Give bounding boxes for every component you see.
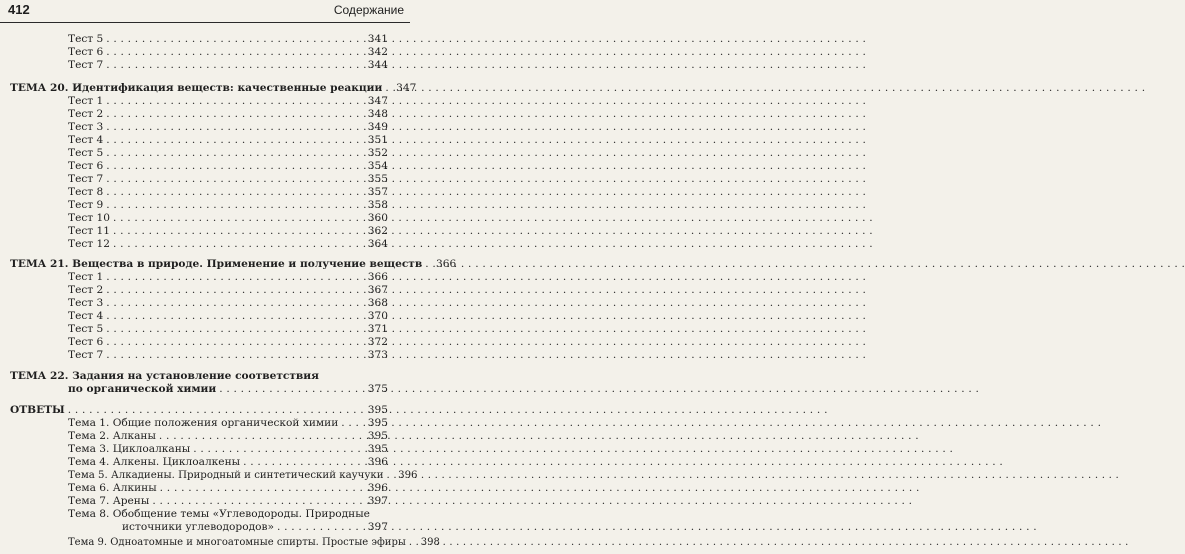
toc-topic-title: ТЕМА 20. Идентификация веществ: качественные реакции	[10, 82, 383, 94]
toc-entry-label: Тест 2	[68, 284, 104, 296]
toc-entry-page: 352	[367, 147, 388, 159]
toc-topic-page: 366	[436, 258, 457, 270]
toc-entry[interactable]	[68, 310, 388, 323]
dot-leader	[243, 456, 363, 469]
toc-entry[interactable]	[68, 495, 388, 508]
dot-leader	[106, 33, 363, 46]
toc-entry[interactable]	[68, 173, 388, 186]
dot-leader	[113, 225, 363, 238]
toc-entry-page: 341	[367, 33, 388, 45]
toc-entry-page: 396	[398, 470, 418, 481]
toc-entry-page: 364	[367, 238, 388, 250]
dot-leader	[106, 134, 363, 147]
toc-topic-title-line1: ТЕМА 22. Задания на установление соответствия	[10, 370, 319, 382]
toc-entry-label: Тема 5. Алкадиены. Природный и синтетический каучуки	[68, 470, 384, 481]
toc-answers-page: 395	[367, 404, 388, 416]
dot-leader	[387, 469, 393, 482]
toc-entry[interactable]	[68, 46, 388, 59]
toc-entry-label: Тема 3. Циклоалканы	[68, 443, 191, 455]
toc-entry[interactable]	[68, 469, 418, 482]
toc-entry[interactable]	[68, 271, 388, 284]
toc-entry[interactable]	[68, 108, 388, 121]
toc-entry-page: 360	[367, 212, 388, 224]
toc-answers-title: ОТВЕТЫ	[10, 404, 65, 416]
dot-leader	[106, 173, 363, 186]
toc-entry-page: 396	[367, 456, 388, 468]
toc-entry-label: Тест 5	[68, 147, 104, 159]
toc-entry-label: Тест 8	[68, 186, 104, 198]
dot-leader	[219, 383, 363, 396]
toc-entry[interactable]	[68, 95, 388, 108]
page-number: 412	[8, 2, 30, 17]
dot-leader	[106, 284, 363, 297]
dot-leader	[152, 495, 363, 508]
toc-entry-page: 366	[367, 271, 388, 283]
toc-entry-label: Тест 5	[68, 323, 104, 335]
dot-leader	[106, 297, 363, 310]
toc-entry[interactable]	[68, 482, 388, 495]
toc-entry-label: Тест 2	[68, 108, 104, 120]
toc-entry-label: Тест 1	[68, 95, 104, 107]
toc-entry-label: Тест 6	[68, 336, 104, 348]
toc-entry-page: 368	[367, 297, 388, 309]
toc-entry-page: 349	[367, 121, 388, 133]
toc-entry-page: 398	[420, 537, 440, 548]
toc-entry-label: Тема 4. Алкены. Циклоалкены	[68, 456, 241, 468]
dot-leader	[341, 417, 363, 430]
toc-entry-page: 395	[367, 430, 388, 442]
toc-answers-heading[interactable]	[10, 404, 388, 417]
toc-entry[interactable]	[68, 147, 388, 160]
toc-entry-label: Тест 6	[68, 160, 104, 172]
dot-leader	[113, 212, 363, 225]
toc-entry-page: 354	[367, 160, 388, 172]
toc-topic-heading[interactable]	[68, 383, 388, 396]
toc-entry-page: 370	[367, 310, 388, 322]
toc-entry[interactable]	[68, 121, 388, 134]
toc-entry-page: 344	[367, 59, 388, 71]
toc-entry[interactable]	[68, 238, 388, 251]
toc-entry-page: 395	[367, 417, 388, 429]
toc-entry[interactable]	[68, 225, 388, 238]
toc-topic-heading[interactable]	[10, 258, 457, 271]
toc-topic-page: 375	[367, 383, 388, 395]
toc-entry[interactable]	[68, 297, 388, 310]
toc-entry-label: Тема 7. Арены	[68, 495, 150, 507]
dot-leader	[106, 46, 363, 59]
toc-entry-label: Тест 3	[68, 121, 104, 133]
dot-leader	[68, 404, 363, 417]
toc-entry-page: 351	[367, 134, 388, 146]
dot-leader	[106, 160, 363, 173]
toc-entry-label-line1: Тема 8. Обобщение темы «Углеводороды. Природные	[68, 508, 370, 520]
dot-leader	[106, 323, 363, 336]
toc-entry-label: Тест 11	[68, 225, 110, 237]
dot-leader	[425, 258, 431, 271]
dot-leader	[106, 108, 363, 121]
toc-entry-label: Тема 1. Общие положения органической химии	[68, 417, 339, 429]
toc-entry[interactable]	[122, 521, 388, 534]
toc-entry-page: 362	[367, 225, 388, 237]
toc-entry-label-line2: источники углеводородов»	[122, 521, 274, 533]
toc-entry[interactable]	[68, 456, 388, 469]
toc-entry-page: 397	[367, 521, 388, 533]
toc-topic-title: ТЕМА 21. Вещества в природе. Применение и получение веществ	[10, 258, 423, 270]
dot-leader	[106, 186, 363, 199]
toc-entry-label: Тема 6. Алкины	[68, 482, 157, 494]
dot-leader	[113, 238, 363, 251]
toc-topic-title-line2: по органической химии	[68, 383, 217, 395]
dot-leader	[106, 349, 363, 362]
dot-leader	[106, 310, 363, 323]
toc-entry-page: 355	[367, 173, 388, 185]
toc-entry-page: 396	[367, 482, 388, 494]
toc-entry-label: Тест 7	[68, 173, 104, 185]
toc-entry-label: Тест 6	[68, 46, 104, 58]
dot-leader	[160, 482, 363, 495]
toc-entry[interactable]	[68, 336, 388, 349]
toc-entry[interactable]	[68, 199, 388, 212]
toc-entry-label: Тест 9	[68, 199, 104, 211]
toc-entry[interactable]	[68, 160, 388, 173]
toc-entry[interactable]	[68, 212, 388, 225]
toc-entry-page: 358	[367, 199, 388, 211]
dot-leader	[106, 147, 363, 160]
toc-entry[interactable]	[68, 430, 388, 443]
toc-entry[interactable]	[68, 186, 388, 199]
toc-entry-label: Тест 5	[68, 33, 104, 45]
toc-entry-page: 347	[367, 95, 388, 107]
toc-entry-page: 373	[367, 349, 388, 361]
toc-entry[interactable]	[68, 33, 388, 46]
dot-leader	[159, 430, 363, 443]
dot-leader	[106, 199, 363, 212]
toc-entry[interactable]	[68, 349, 388, 362]
toc-topic-heading[interactable]	[10, 82, 417, 95]
toc-entry-label: Тест 7	[68, 349, 104, 361]
toc-entry-page: 357	[367, 186, 388, 198]
toc-entry[interactable]	[68, 284, 388, 297]
toc-entry[interactable]	[68, 323, 388, 336]
dot-leader	[106, 59, 363, 72]
toc-entry-page: 342	[367, 46, 388, 58]
dot-leader	[409, 536, 415, 549]
table-of-contents	[0, 0, 457, 554]
toc-entry-label: Тест 12	[68, 238, 110, 250]
toc-entry[interactable]	[68, 536, 440, 549]
toc-entry-page: 367	[367, 284, 388, 296]
toc-entry-label: Тест 1	[68, 271, 104, 283]
dot-leader	[106, 121, 363, 134]
toc-entry-label: Тест 4	[68, 134, 104, 146]
dot-leader	[385, 82, 391, 95]
toc-entry-page: 397	[367, 495, 388, 507]
toc-entry-label: Тест 7	[68, 59, 104, 71]
dot-leader	[106, 271, 363, 284]
toc-entry-label: Тема 2. Алканы	[68, 430, 156, 442]
toc-entry[interactable]	[68, 59, 388, 72]
toc-entry-label: Тест 3	[68, 297, 104, 309]
toc-entry[interactable]	[68, 134, 388, 147]
dot-leader	[277, 521, 363, 534]
toc-entry[interactable]	[68, 417, 388, 430]
toc-entry-label: Тест 10	[68, 212, 110, 224]
dot-leader	[106, 336, 363, 349]
running-head: Содержание	[333, 3, 404, 17]
toc-entry-label: Тест 4	[68, 310, 104, 322]
toc-entry-page: 348	[367, 108, 388, 120]
toc-entry-page: 395	[367, 443, 388, 455]
dot-leader	[193, 443, 363, 456]
toc-entry-label: Тема 9. Одноатомные и многоатомные спирты. Простые эфиры	[68, 537, 406, 548]
toc-entry-page: 371	[367, 323, 388, 335]
toc-entry[interactable]	[68, 443, 388, 456]
dot-leader	[106, 95, 363, 108]
toc-entry-page: 372	[367, 336, 388, 348]
toc-topic-page: 347	[396, 82, 417, 94]
